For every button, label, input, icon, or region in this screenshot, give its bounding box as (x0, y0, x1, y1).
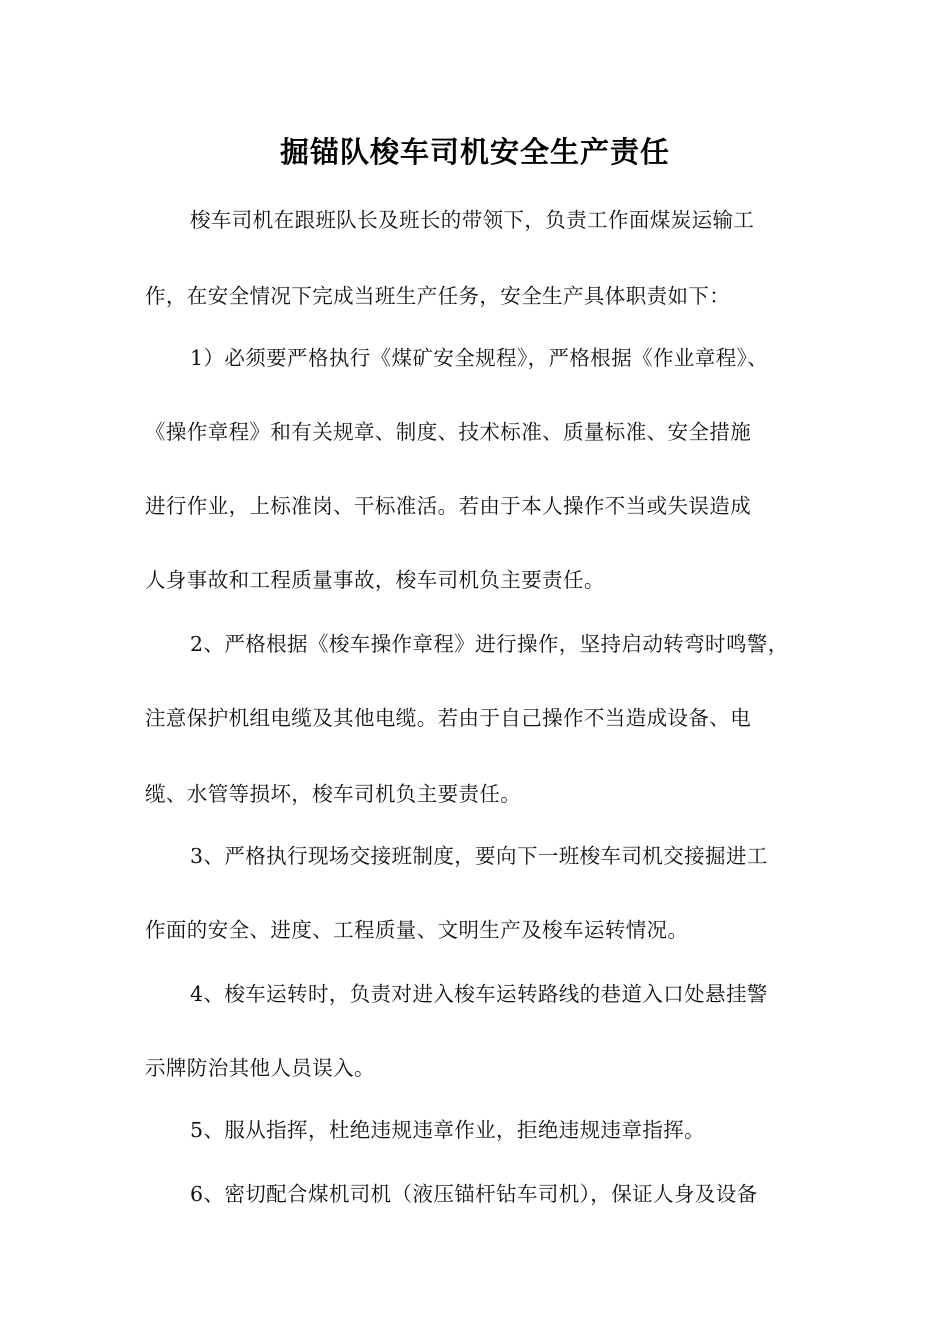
text-line-6: 人身事故和工程质量事故，梭车司机负主要责任。 (145, 568, 605, 592)
text-line-15: 6、密切配合煤机司机（液压锚杆钻车司机），保证人身及设备 (190, 1182, 758, 1206)
text-line-14: 5、服从指挥，杜绝违规违章作业，拒绝违规违章指挥。 (190, 1118, 706, 1142)
text-line-13: 示牌防治其他人员误入。 (145, 1056, 375, 1080)
text-line-2: 作，在安全情况下完成当班生产任务，安全生产具体职责如下： (145, 284, 731, 308)
text-line-9: 缆、水管等损坏，梭车司机负主要责任。 (145, 782, 522, 806)
text-line-1: 梭车司机在跟班队长及班长的带领下，负责工作面煤炭运输工 (190, 208, 755, 232)
text-line-3: 1）必须要严格执行《煤矿安全规程》，严格根据《作业章程》、 (190, 346, 769, 370)
text-line-7: 2、严格根据《梭车操作章程》进行操作，坚持启动转弯时鸣警， (190, 632, 789, 656)
text-line-5: 进行作业，上标准岗、干标准活。若由于本人操作不当或失误造成 (145, 494, 752, 518)
text-line-10: 3、严格执行现场交接班制度，要向下一班梭车司机交接掘进工 (190, 844, 768, 868)
text-line-4: 《操作章程》和有关规章、制度、技术标准、质量标准、安全措施 (145, 420, 752, 444)
text-line-11: 作面的安全、进度、工程质量、文明生产及梭车运转情况。 (145, 918, 689, 942)
document-title: 掘锚队梭车司机安全生产责任 (279, 135, 670, 169)
text-line-12: 4、梭车运转时，负责对进入梭车运转路线的巷道入口处悬挂警 (190, 982, 768, 1006)
text-line-8: 注意保护机组电缆及其他电缆。若由于自己操作不当造成设备、电 (145, 706, 752, 730)
